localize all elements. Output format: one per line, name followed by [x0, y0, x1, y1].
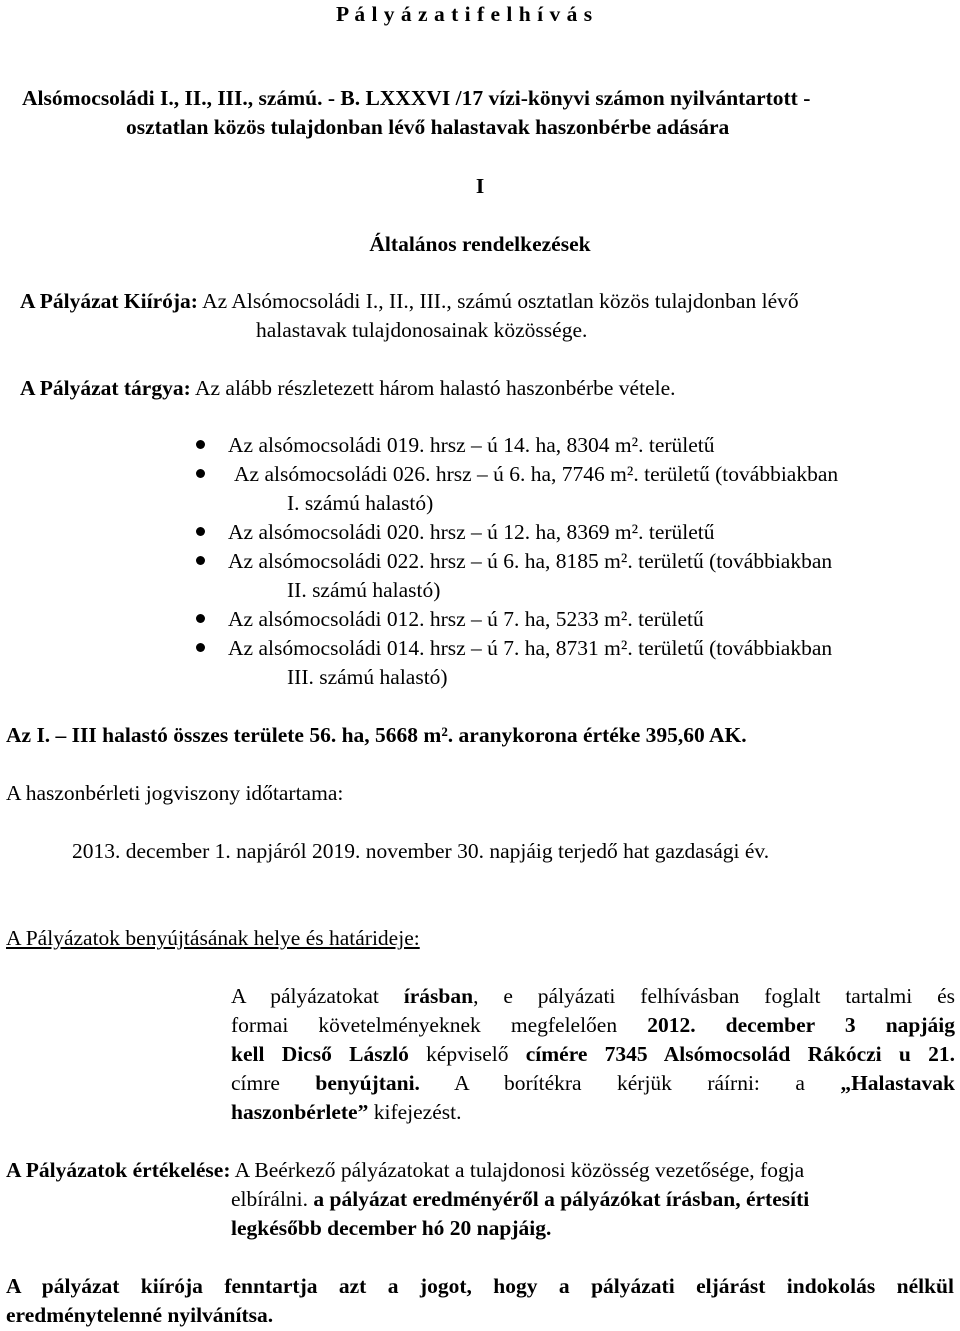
parcel-item: Az alsómocsoládi 020. hrsz – ú 12. ha, 8369 m². területű — [228, 520, 715, 544]
subject-text: Az alább részletezett három halastó haszonbérbe vétele. — [194, 376, 676, 400]
submission-deadline: 2012. december 3 napjáig — [647, 1013, 955, 1037]
parcel-item: Az alsómocsoládi 026. hrsz – ú 6. ha, 7746 m². területű (továbbiakban — [234, 462, 839, 486]
submission-bold: benyújtani. — [315, 1071, 420, 1095]
submission-text: , e pályázati felhívásban foglalt tartalmi és — [473, 984, 955, 1008]
subtitle-line-1: Alsómocsoládi I., II., III., számú. - B. LXXXVI /17 vízi-könyvi számon nyilvántartott - — [22, 86, 811, 110]
issuer-line — [20, 287, 799, 316]
subject-label: A Pályázat tárgya: — [20, 376, 191, 400]
duration-label: A haszonbérleti jogviszony időtartama: — [6, 781, 344, 805]
submission-p3 — [231, 1040, 955, 1069]
bullet-icon — [196, 556, 205, 565]
closing-line-2: eredménytelenné nyilvánítsa. — [6, 1303, 274, 1327]
closing-line-1: A pályázat kiírója fenntartja azt a jogot, hogy a pályázati eljárást indokolás nélkül — [6, 1274, 954, 1298]
submission-text: A pályázatokat — [231, 984, 404, 1008]
parcel-item-cont: III. számú halastó) — [287, 665, 448, 689]
bullet-icon — [196, 527, 205, 536]
parcel-item-cont: I. számú halastó) — [287, 491, 434, 515]
submission-p2 — [231, 1011, 955, 1040]
submission-text: címre — [231, 1071, 316, 1095]
submission-p1 — [231, 982, 955, 1011]
duration-text: 2013. december 1. napjáról 2019. november 30. napjáig terjedő hat gazdasági év. — [72, 839, 770, 863]
evaluation-bold: a pályázat eredményéről a pályázókat írásban, értesíti — [313, 1187, 810, 1211]
parcel-item-cont: II. számú halastó) — [287, 578, 441, 602]
parcel-item: Az alsómocsoládi 012. hrsz – ú 7. ha, 5233 m². területű — [228, 607, 704, 631]
total-area: Az I. – III halastó összes területe 56. ha, 5668 m². aranykorona értéke 395,60 AK. — [6, 723, 747, 747]
parcel-item: Az alsómocsoládi 019. hrsz – ú 14. ha, 8304 m². területű — [228, 433, 715, 457]
bullet-icon — [196, 643, 205, 652]
submission-text: A borítékra kérjük ráírni: a — [419, 1071, 841, 1095]
submission-text: képviselő — [408, 1042, 526, 1066]
submission-bold: haszonbérlete” — [231, 1100, 369, 1124]
evaluation-line-1 — [6, 1156, 804, 1185]
evaluation-text: A Beérkező pályázatokat a tulajdonosi közösség vezetősége, fogja — [230, 1158, 805, 1182]
evaluation-label: A Pályázatok értékelése: — [6, 1158, 231, 1182]
submission-text: formai követelményeknek megfelelően — [231, 1013, 648, 1037]
parcel-item: Az alsómocsoládi 022. hrsz – ú 6. ha, 8185 m². területű (továbbiakban — [228, 549, 833, 573]
bullet-icon — [196, 614, 205, 623]
evaluation-line-2 — [231, 1185, 809, 1214]
submission-address: címére 7345 Alsómocsolád Rákóczi u 21. — [525, 1042, 955, 1066]
parcel-item: Az alsómocsoládi 014. hrsz – ú 7. ha, 8731 m². területű (továbbiakban — [228, 636, 833, 660]
subject-line — [20, 374, 676, 403]
submission-bold: kell Dicső László — [231, 1042, 409, 1066]
submission-bold: írásban — [403, 984, 474, 1008]
issuer-text-cont: halastavak tulajdonosainak közössége. — [256, 318, 588, 342]
submission-p4 — [231, 1069, 955, 1098]
submission-text: kifejezést. — [368, 1100, 462, 1124]
subtitle-line-2: osztatlan közös tulajdonban lévő halastavak haszonbérbe adására — [126, 115, 730, 139]
issuer-label: A Pályázat Kiírója: — [20, 289, 198, 313]
document-title: P á l y á z a t i f e l h í v á s — [336, 2, 593, 26]
submission-label: A Pályázatok benyújtásának helye és határideje: — [6, 926, 420, 950]
bullet-icon — [196, 440, 205, 449]
bullet-icon — [196, 469, 205, 478]
submission-bold: „Halastavak — [840, 1071, 955, 1095]
section-number: I — [475, 174, 485, 198]
evaluation-text: elbírálni. — [231, 1187, 314, 1211]
submission-p5 — [231, 1098, 461, 1127]
evaluation-line-3: legkésőbb december hó 20 napjáig. — [231, 1216, 552, 1240]
issuer-text: Az Alsómocsoládi I., II., III., számú osztatlan közös tulajdonban lévő — [202, 289, 799, 313]
section-heading: Általános rendelkezések — [369, 232, 591, 256]
